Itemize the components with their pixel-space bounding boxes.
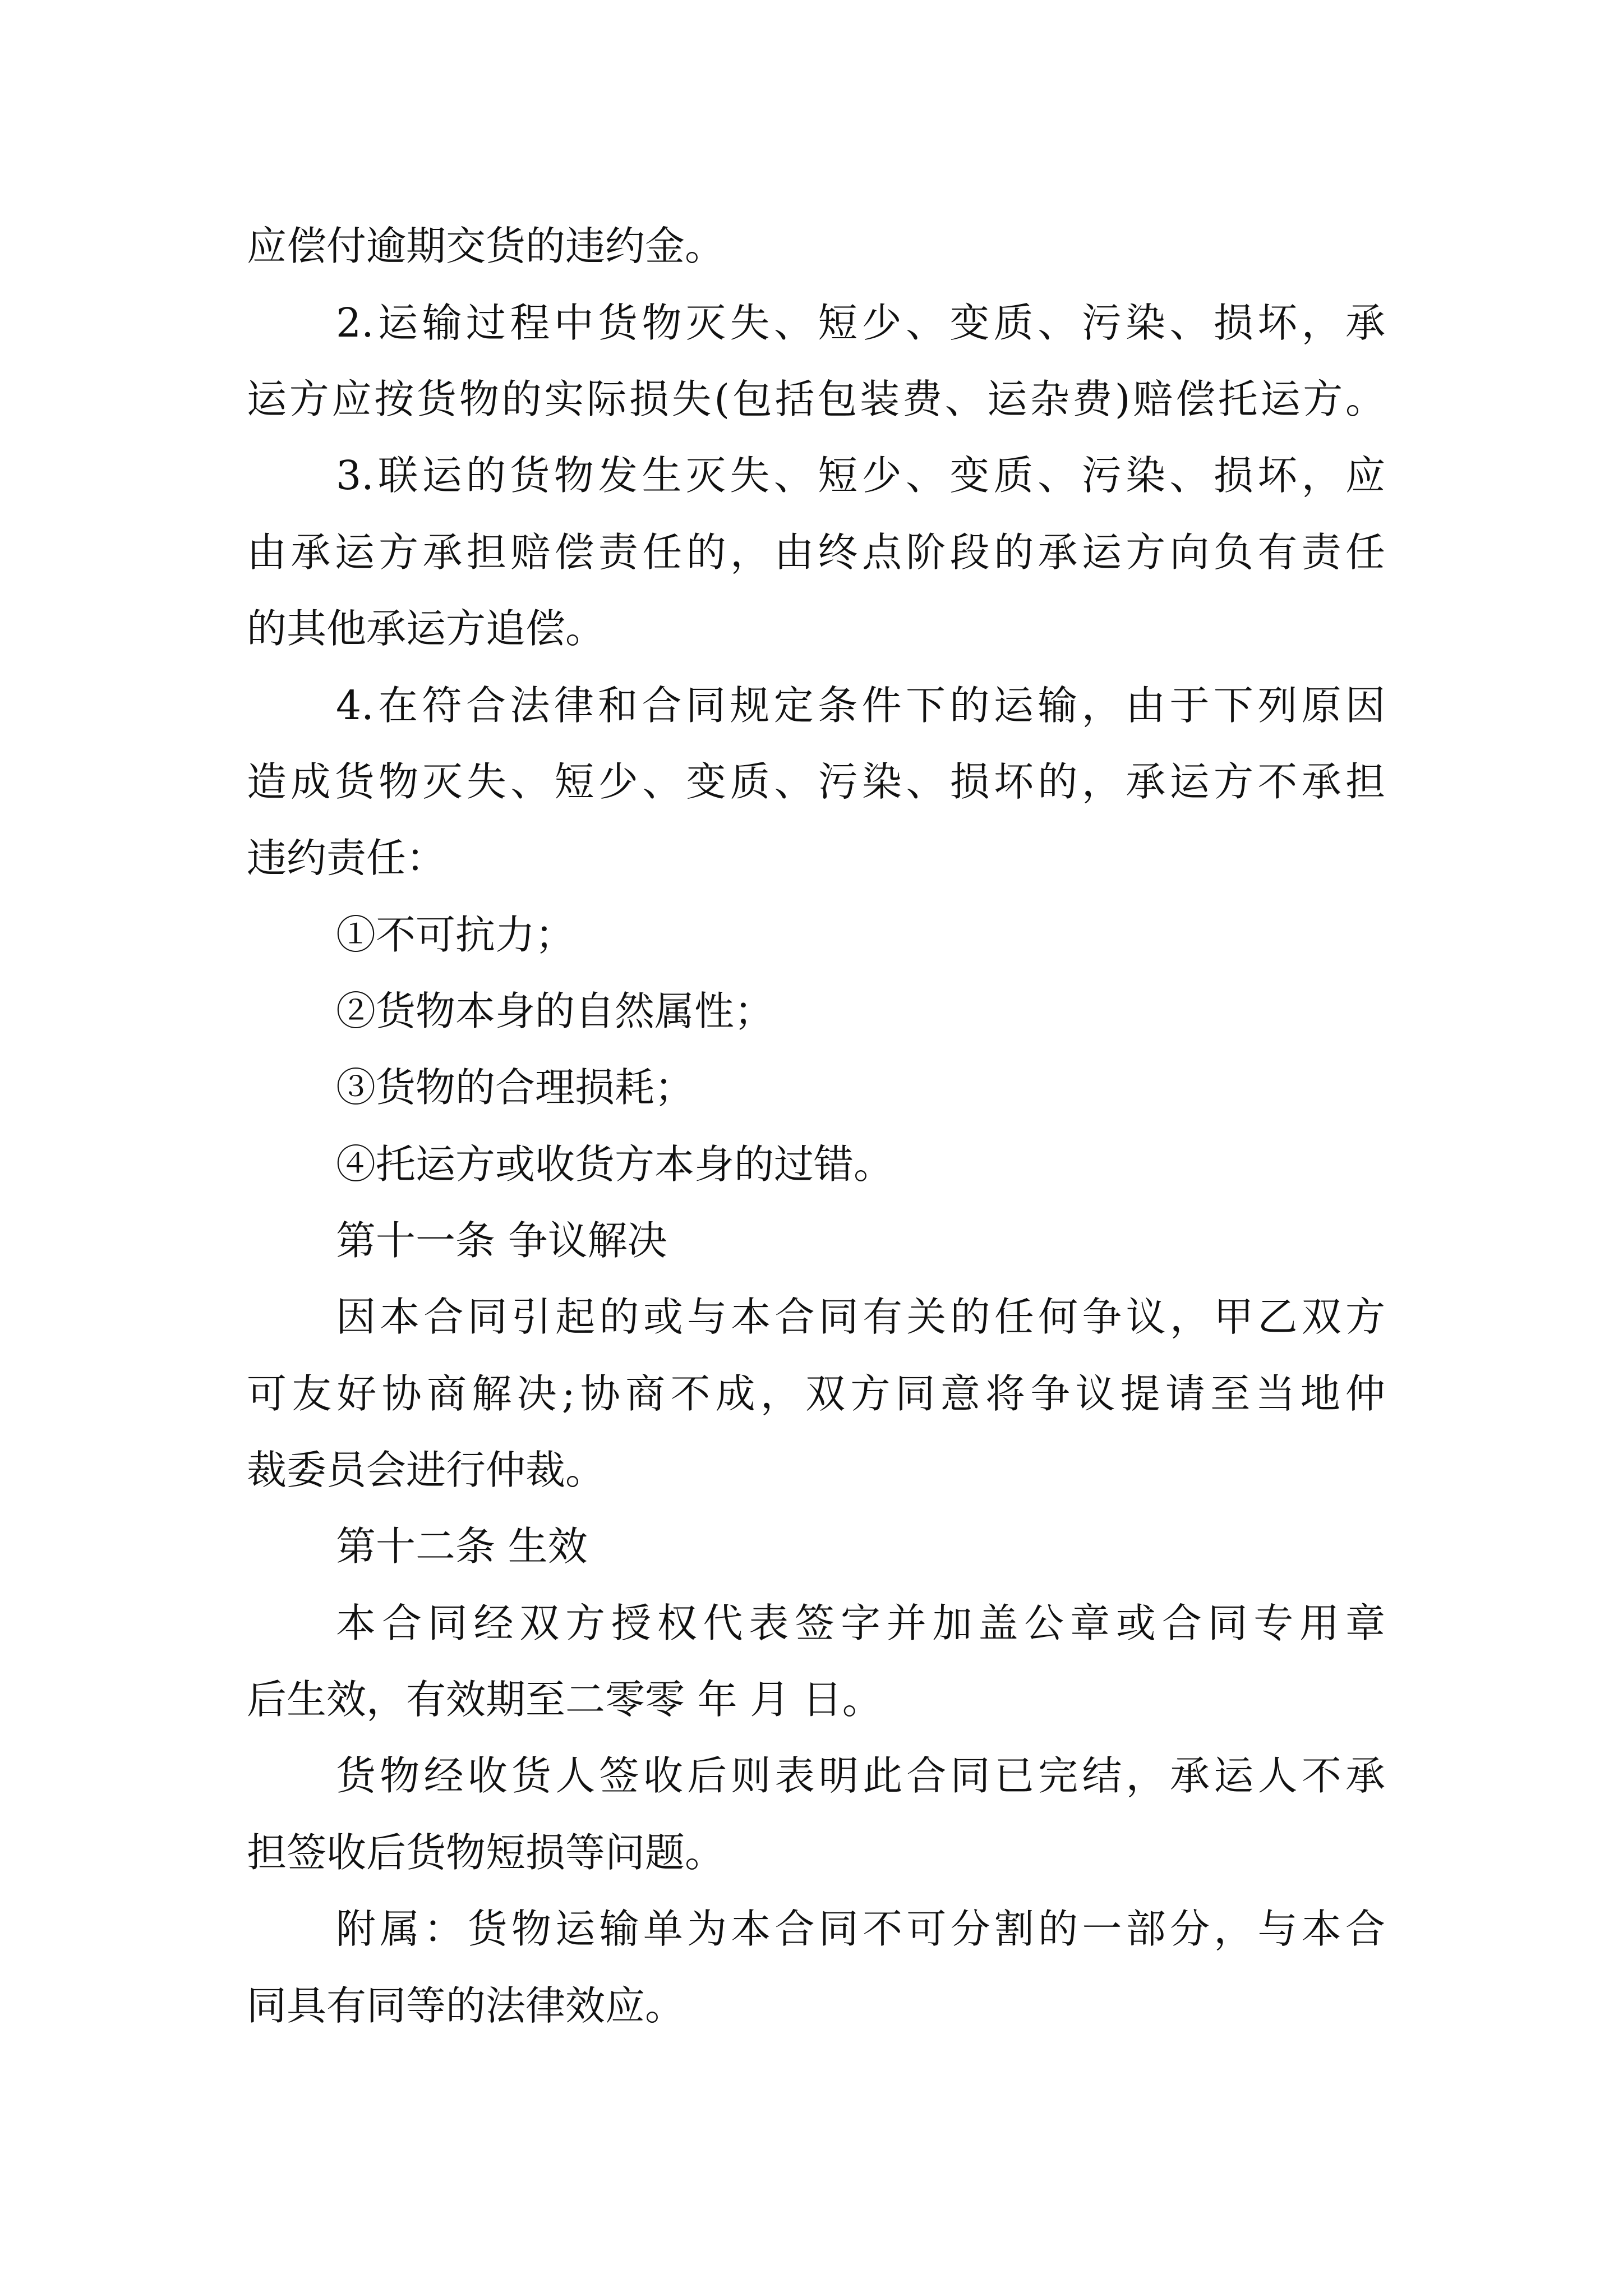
text-line: 造成货物灭失、短少、变质、污染、损坏的，承运方不承担 [247,758,1385,805]
text-line: 运方应按货物的实际损失(包括包装费、运杂费)赔偿托运方。 [247,376,1385,422]
text-line: 附属：货物运输单为本合同不可分割的一部分，与本合 [336,1906,1385,1952]
text-line: 可友好协商解决;协商不成，双方同意将争议提请至当地仲 [247,1370,1385,1417]
text-line: 货物经收货人签收后则表明此合同已完结，承运人不承 [336,1752,1385,1799]
section-heading: 第十二条 生效 [336,1523,588,1570]
text-line: 由承运方承担赔偿责任的，由终点阶段的承运方向负有责任 [247,529,1385,576]
text-line: 违约责任： [247,835,446,881]
text-line: 后生效，有效期至二零零 年 月 日。 [247,1676,882,1723]
list-item: ②货物本身的自然属性； [336,988,774,1034]
list-item: ④托运方或收货方本身的过错。 [336,1141,894,1188]
text-line: 裁委员会进行仲裁。 [247,1447,606,1493]
text-line: 的其他承运方追偿。 [247,605,606,652]
text-line: 2.运输过程中货物灭失、短少、变质、污染、损坏，承 [336,300,1385,346]
section-heading: 第十一条 争议解决 [336,1217,667,1264]
text-line: 同具有同等的法律效应。 [247,1982,685,2029]
text-line: 应偿付逾期交货的违约金。 [247,223,725,269]
list-item: ③货物的合理损耗； [336,1064,695,1111]
text-line: 担签收后货物短损等问题。 [247,1829,725,1876]
list-item: ①不可抗力； [336,912,575,958]
text-line: 因本合同引起的或与本合同有关的任何争议，甲乙双方 [336,1294,1385,1340]
text-line: 本合同经双方授权代表签字并加盖公章或合同专用章 [336,1600,1385,1646]
text-line: 3.联运的货物发生灭失、短少、变质、污染、损坏，应 [336,452,1385,499]
text-line: 4.在符合法律和合同规定条件下的运输，由于下列原因 [336,682,1385,729]
